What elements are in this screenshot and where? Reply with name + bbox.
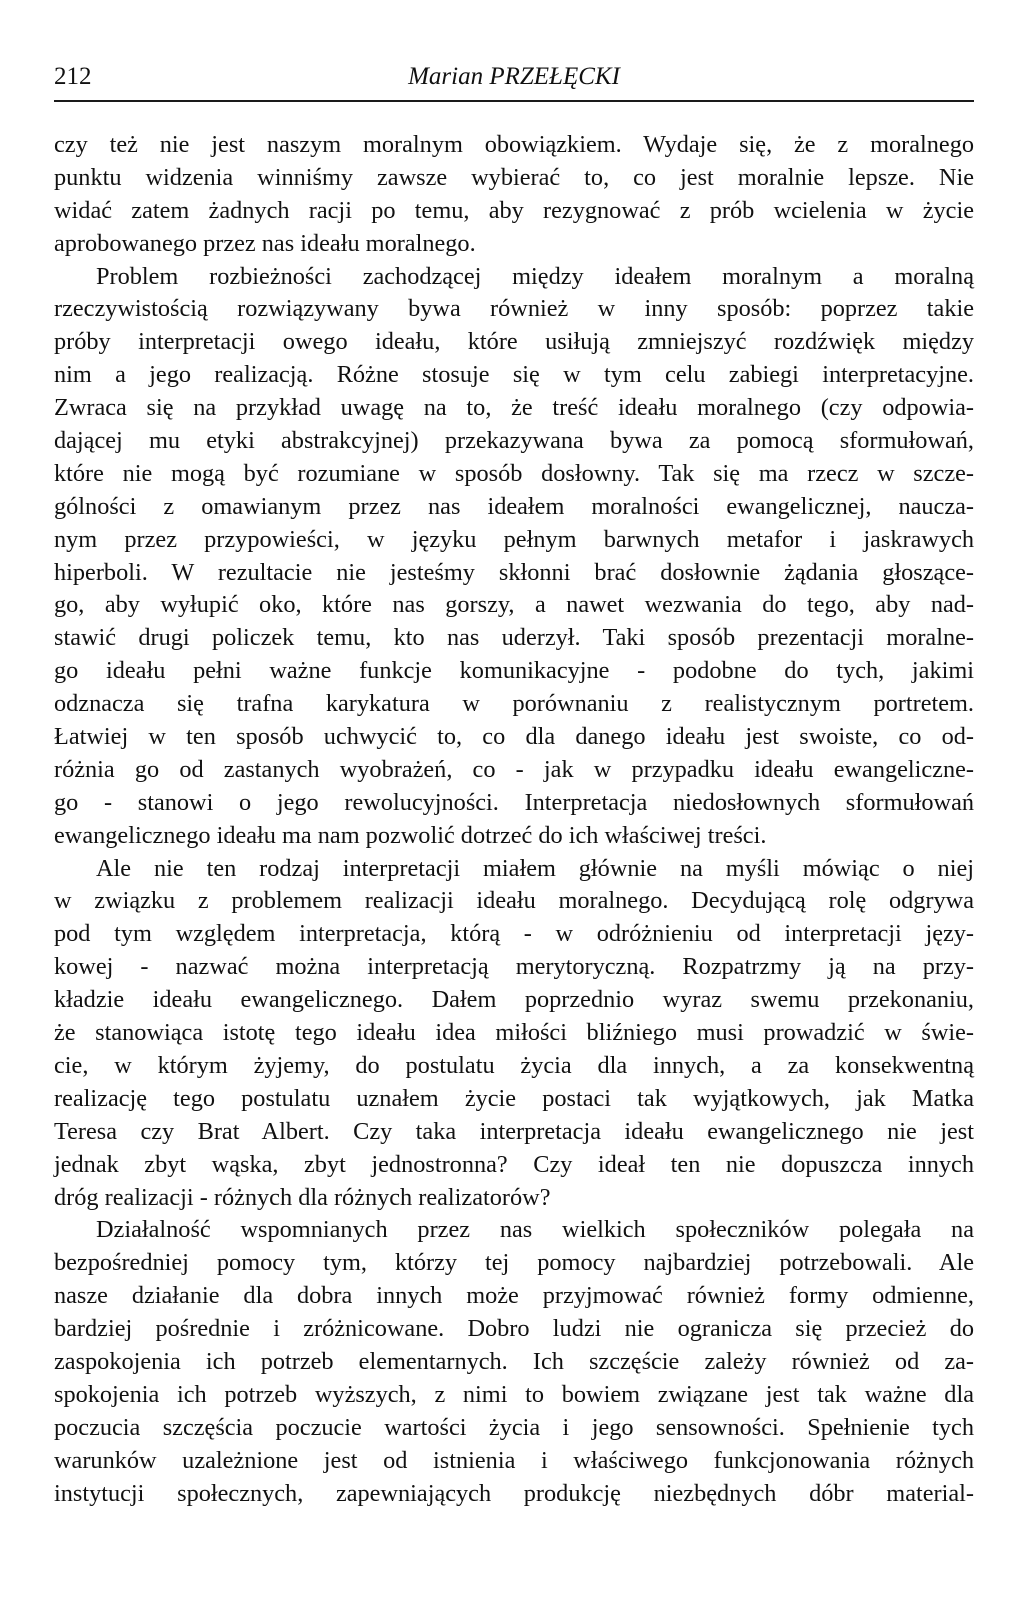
text-line: gólności z omawianym przez nas ideałem moralności ewangelicznej, naucza- [54, 492, 974, 520]
text-line: nim a jego realizacją. Różne stosuje się w tym celu zabiegi interpretacyjne. [54, 361, 974, 389]
text-line: Ale nie ten rodzaj interpretacji miałem głównie na myśli mówiąc o niej [96, 854, 974, 882]
text-line: poczucia szczęścia poczucie wartości życia i jego sensowności. Spełnienie tych [54, 1413, 974, 1441]
text-line: próby interpretacji owego ideału, które usiłują zmniejszyć rozdźwięk między [54, 328, 974, 356]
text-line: aprobowanego przez nas ideału moralnego. [54, 229, 476, 257]
text-line: punktu widzenia winniśmy zawsze wybierać to, co jest moralnie lepsze. Nie [54, 163, 974, 191]
text-line: ewangelicznego ideału ma nam pozwolić dotrzeć do ich właściwej treści. [54, 821, 767, 849]
text-line: Teresa czy Brat Albert. Czy taka interpretacja ideału ewangelicznego nie jest [54, 1117, 974, 1145]
text-line: bardziej pośrednie i zróżnicowane. Dobro ludzi nie ogranicza się przecież do [54, 1315, 974, 1343]
page-header [54, 62, 974, 102]
running-head-author: Marian PRZEŁĘCKI [408, 63, 620, 90]
text-line: nym przez przypowieści, w języku pełnym barwnych metafor i jaskrawych [54, 525, 974, 553]
text-line: stawić drugi policzek temu, kto nas uderzył. Taki sposób prezentacji moralne- [54, 624, 974, 652]
text-line: jednak zbyt wąska, zbyt jednostronna? Czy ideał ten nie dopuszcza innych [54, 1150, 974, 1178]
text-line: widać zatem żadnych racji po temu, aby rezygnować z prób wcielenia w życie [54, 196, 974, 224]
text-line: kładzie ideału ewangelicznego. Dałem poprzednio wyraz swemu przekonaniu, [54, 986, 974, 1014]
text-line: bezpośredniej pomocy tym, którzy tej pomocy najbardziej potrzebowali. Ale [54, 1249, 974, 1277]
text-line: go - stanowi o jego rewolucyjności. Interpretacja niedosłownych sformułowań [54, 788, 974, 816]
text-line: dającej mu etyki abstrakcyjnej) przekazywana bywa za pomocą sformułowań, [54, 427, 974, 455]
text-line: czy też nie jest naszym moralnym obowiązkiem. Wydaje się, że z moralnego [54, 131, 974, 158]
text-line: go, aby wyłupić oko, które nas gorszy, a nawet wezwania do tego, aby nad- [54, 591, 974, 619]
text-line: Łatwiej w ten sposób uchwycić to, co dla danego ideału jest swoiste, co od- [54, 723, 974, 751]
text-line: odznacza się trafna karykatura w porównaniu z realistycznym portretem. [54, 690, 974, 718]
text-line: Problem rozbieżności zachodzącej między ideałem moralnym a moralną [96, 262, 974, 290]
page-number: 212 [54, 63, 92, 90]
text-line: realizację tego postulatu uznałem życie postaci tak wyjątkowych, jak Matka [54, 1084, 974, 1112]
body-text [54, 129, 974, 1510]
text-line: dróg realizacji - różnych dla różnych realizatorów? [54, 1183, 551, 1211]
text-line: różnia go od zastanych wyobrażeń, co - jak w przypadku ideału ewangeliczne- [54, 755, 974, 783]
text-line: cie, w którym żyjemy, do postulatu życia dla innych, a za konsekwentną [54, 1051, 974, 1079]
text-line: pod tym względem interpretacja, którą - w odróżnieniu od interpretacji języ- [54, 920, 974, 948]
text-line: hiperboli. W rezultacie nie jesteśmy skłonni brać dosłownie żądania głoszące- [54, 558, 974, 586]
text-line: które nie mogą być rozumiane w sposób dosłowny. Tak się ma rzecz w szcze- [54, 459, 974, 487]
text-line: instytucji społecznych, zapewniających produkcję niezbędnych dóbr material- [54, 1479, 974, 1507]
text-line: zaspokojenia ich potrzeb elementarnych. Ich szczęście zależy również od za- [54, 1347, 974, 1375]
text-line: że stanowiąca istotę tego ideału idea miłości bliźniego musi prowadzić w świe- [54, 1019, 974, 1047]
text-line: spokojenia ich potrzeb wyższych, z nimi to bowiem związane jest tak ważne dla [54, 1380, 974, 1408]
text-line: kowej - nazwać można interpretacją merytoryczną. Rozpatrzmy ją na przy- [54, 953, 974, 981]
text-line: rzeczywistością rozwiązywany bywa również w inny sposób: poprzez takie [54, 295, 974, 323]
text-line: go ideału pełni ważne funkcje komunikacyjne - podobne do tych, jakimi [54, 657, 974, 685]
text-line: nasze działanie dla dobra innych może przyjmować również formy odmienne, [54, 1282, 974, 1310]
text-line: Działalność wspomnianych przez nas wielkich społeczników polegała na [96, 1216, 974, 1244]
text-line: Zwraca się na przykład uwagę na to, że treść ideału moralnego (czy odpowia- [54, 394, 974, 422]
text-line: w związku z problemem realizacji ideału moralnego. Decydującą rolę odgrywa [54, 887, 974, 915]
text-line: warunków uzależnione jest od istnienia i właściwego funkcjonowania różnych [54, 1446, 974, 1474]
